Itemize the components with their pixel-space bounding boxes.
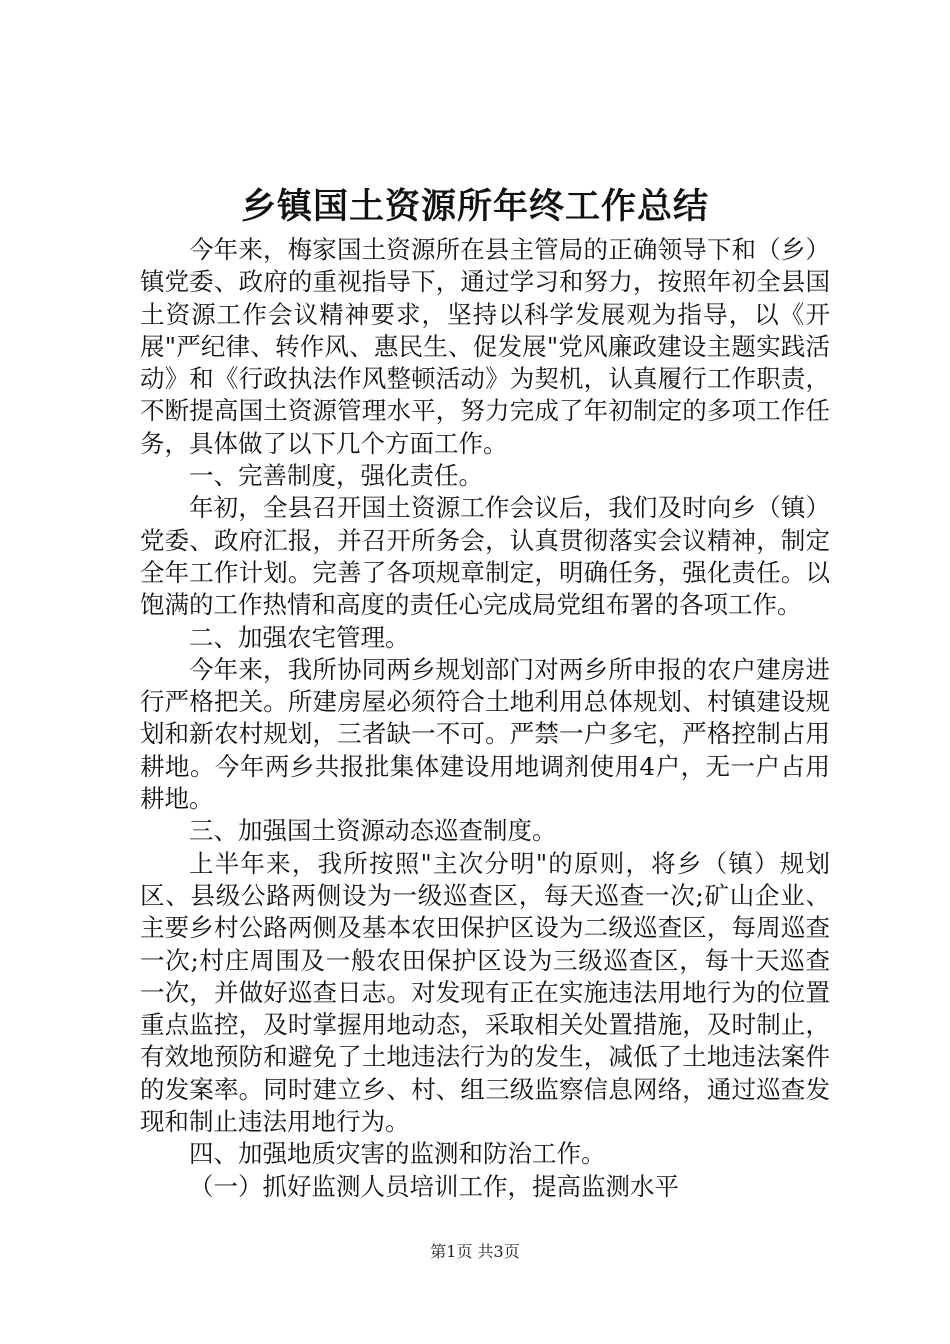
heading-section-1: 一、完善制度，强化责任。 [189,461,483,491]
document-body [140,234,830,1203]
heading-section-4: 四、加强地质灾害的监测和防治工作。 [189,1139,606,1169]
paragraph-section-1: 年初，全县召开国土资源工作会议后，我们及时向乡（镇）党委、政府汇报，并召开所务会，认真贯彻落实会议精神，制定全年工作计划。完善了各项规章制定，明确任务，强化责任。以饱满的工作热情和高度的责任心完成局党组布署的各项工作。 [140,493,830,620]
paragraph-section-3: 上半年来，我所按照"主次分明"的原则，将乡（镇）规划区、县级公路两侧设为一级巡查区，每天巡查一次;矿山企业、主要乡村公路两侧及基本农田保护区设为二级巡查区，每周巡查一次;村庄周围及一般农田保护区设为三级巡查区，每十天巡查一次，并做好巡查日志。对发现有正在实施违法用地行为的位置重点监控，及时掌握用地动态，采取相关处置措施，及时制止，有效地预防和避免了土地违法行为的发生，减低了土地违法案件的发案率。同时建立乡、村、组三级监察信息网络，通过巡查发现和制止违法用地行为。 [140,848,830,1137]
paragraph-section-2: 今年来，我所协同两乡规划部门对两乡所申报的农户建房进行严格把关。所建房屋必须符合土地利用总体规划、村镇建设规划和新农村规划，三者缺一不可。严禁一户多宅，严格控制占用耕地。今年两乡共报批集体建设用地调剂使用4户，无一户占用耕地。 [140,654,830,814]
paragraph-intro: 今年来，梅家国土资源所在县主管局的正确领导下和（乡）镇党委、政府的重视指导下，通过学习和努力，按照年初全县国土资源工作会议精神要求，坚持以科学发展观为指导，以《开展"严纪律、转作风、惠民生、促发展"党风廉政建设主题实践活动》和《行政执法作风整顿活动》为契机，认真履行工作职责，不断提高国土资源管理水平，努力完成了年初制定的多项工作任务，具体做了以下几个方面工作。 [140,235,830,458]
document-title: 乡镇国土资源所年终工作总结 [240,186,709,227]
subheading-section-4-1: （一）抓好监测人员培训工作，提高监测水平 [189,1171,679,1201]
heading-section-3: 三、加强国土资源动态巡查制度。 [189,816,557,846]
page-footer: 第1页 共3页 [430,1242,520,1261]
heading-section-2: 二、加强农宅管理。 [189,622,410,652]
